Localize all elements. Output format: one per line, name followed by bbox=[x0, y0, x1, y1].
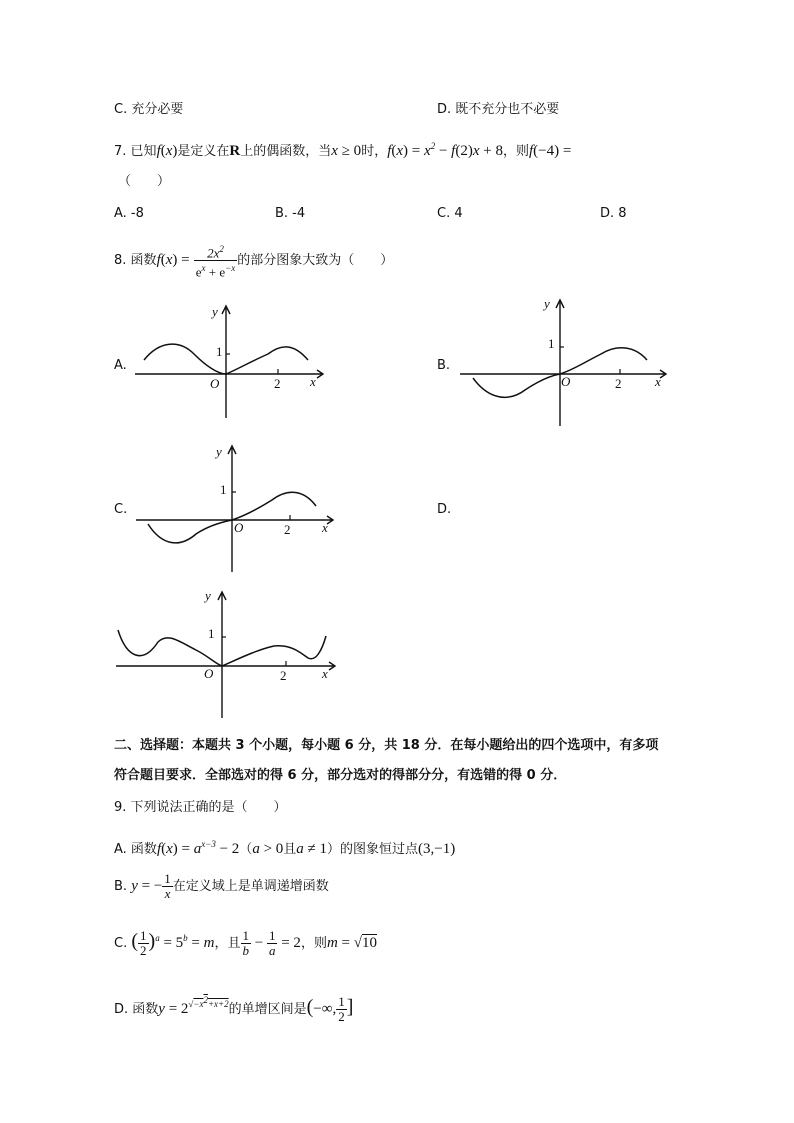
q7-text-1: 已知 bbox=[130, 144, 157, 159]
q9-option-a bbox=[114, 834, 455, 860]
q7-text-4: 时， bbox=[361, 144, 388, 159]
q7-math-def: $f(x) = x^2 - f(2)x + 8$ bbox=[387, 141, 503, 159]
q8-math-fx: f(x) = bbox=[156, 252, 190, 268]
q9-c-math-1: ( $\frac{1}{2}$ )$^a = 5^b = m$ bbox=[131, 928, 215, 959]
q7-stem bbox=[114, 136, 571, 162]
q9-a-math-cond1: a > 0 bbox=[252, 841, 284, 857]
q9-a-math-cond2: a ≠ 1 bbox=[296, 841, 328, 857]
q7-option-b: B. -4 bbox=[275, 206, 306, 221]
q8-graph-b bbox=[455, 296, 670, 432]
q8-label-a: A. bbox=[114, 358, 127, 373]
graph-c-tick-2: 2 bbox=[284, 522, 291, 537]
q6-option-c: C. 充分必要 bbox=[114, 102, 184, 117]
q7-math-fx: f(x) bbox=[156, 143, 178, 159]
q9-a-suffix: ）的图象恒过点 bbox=[327, 842, 419, 857]
q8-label-d: D. bbox=[437, 502, 452, 517]
q9-c-prefix: C. bbox=[114, 936, 128, 951]
q9-a-cond-and: 且 bbox=[283, 842, 297, 857]
q9-a-cond-open: （ bbox=[239, 842, 253, 857]
q8-text-1: 函数 bbox=[130, 253, 157, 268]
q8-number: 8. bbox=[114, 253, 127, 268]
q9-b-suffix: 在定义域上是单调递增函数 bbox=[172, 879, 329, 894]
q7-option-d: D. 8 bbox=[600, 206, 627, 221]
q9-c-then: ，则 bbox=[300, 936, 327, 951]
graph-a-x-label: x bbox=[310, 374, 316, 389]
q9-option-d bbox=[114, 980, 353, 1030]
graph-b-tick-1: 1 bbox=[548, 336, 555, 351]
q7-math-ask: f(−4) = bbox=[528, 143, 572, 159]
q8-stem bbox=[114, 240, 393, 281]
q8-fraction: $\frac{2x^2}{e^x + e^{-x}}$ bbox=[195, 243, 236, 280]
q7-math-cond: x ≥ 0 bbox=[331, 143, 362, 159]
q7-text-3: 上的偶函数，当 bbox=[240, 144, 332, 159]
graph-c-x-label: x bbox=[322, 520, 328, 535]
graph-c-tick-1: 1 bbox=[220, 482, 227, 497]
graph-b-tick-2: 2 bbox=[615, 376, 622, 391]
q9-d-math-interval: (−∞, $\frac{1}{2}$ ] bbox=[306, 994, 354, 1025]
q8-graph-a bbox=[130, 302, 330, 426]
section2-line-1: 二、选择题：本题共 3 个小题，每小题 6 分，共 18 分．在每小题给出的四个选项中，有多项 bbox=[114, 738, 659, 753]
graph-d-tick-2: 2 bbox=[280, 668, 287, 683]
graph-d-x-label: x bbox=[322, 666, 328, 681]
q7-set-r: R bbox=[229, 143, 241, 159]
q8-label-c: C. bbox=[114, 502, 128, 517]
q8-label-b: B. bbox=[437, 358, 451, 373]
q8-text-2: 的部分图象大致为（ ） bbox=[237, 253, 394, 268]
graph-b-origin-label: O bbox=[561, 374, 571, 389]
q7-option-a: A. -8 bbox=[114, 206, 144, 221]
graph-c-y-label: y bbox=[216, 444, 222, 459]
q9-d-math-fn: $y = 2^{√-x^2+x+2}$ bbox=[158, 995, 229, 1017]
q7-paren: （ ） bbox=[118, 174, 171, 189]
section2-line-2: 符合题目要求．全部选对的得 6 分，部分选对的得部分分，有选错的得 0 分． bbox=[114, 768, 567, 783]
q9-stem: 9. 下列说法正确的是（ ） bbox=[114, 800, 287, 815]
q9-option-b bbox=[114, 868, 329, 905]
q9-b-prefix: B. bbox=[114, 879, 128, 894]
q9-a-prefix: A. 函数 bbox=[114, 842, 157, 857]
graph-d-tick-1: 1 bbox=[208, 626, 215, 641]
q7-text-2: 是定义在 bbox=[177, 144, 230, 159]
q8-graph-c bbox=[132, 442, 337, 578]
graph-d-y-label: y bbox=[205, 588, 211, 603]
q7-number: 7. bbox=[114, 144, 127, 159]
q9-c-mid: ，且 bbox=[214, 936, 241, 951]
q9-d-prefix: D. 函数 bbox=[114, 1002, 159, 1017]
graph-a-tick-1: 1 bbox=[216, 344, 223, 359]
graph-a-y-label: y bbox=[212, 304, 218, 319]
graph-d-origin-label: O bbox=[204, 666, 214, 681]
q9-c-math-3: m = √10 bbox=[326, 935, 377, 951]
q7-option-c: C. 4 bbox=[437, 206, 463, 221]
q8-graph-d bbox=[112, 588, 340, 724]
graph-a-tick-2: 2 bbox=[274, 376, 281, 391]
graph-b-x-label: x bbox=[655, 374, 661, 389]
q9-b-math: y = − $\frac{1}{x}$ bbox=[131, 871, 171, 902]
q6-option-d: D. 既不充分也不必要 bbox=[437, 102, 560, 117]
q9-a-math-point: (3,−1) bbox=[418, 841, 456, 857]
graph-b-y-label: y bbox=[544, 296, 550, 311]
graph-c-origin-label: O bbox=[234, 520, 244, 535]
q9-d-mid: 的单增区间是 bbox=[228, 1002, 307, 1017]
q9-a-math-fn: $f(x) = a^{x-3} - 2$ bbox=[156, 839, 240, 857]
graph-a-origin-label: O bbox=[210, 376, 220, 391]
q9-option-c bbox=[114, 918, 377, 964]
q7-text-5: ，则 bbox=[502, 144, 529, 159]
q9-c-math-2: $\frac{1}{b}$ − $\frac{1}{a}$ = 2 bbox=[242, 928, 301, 959]
